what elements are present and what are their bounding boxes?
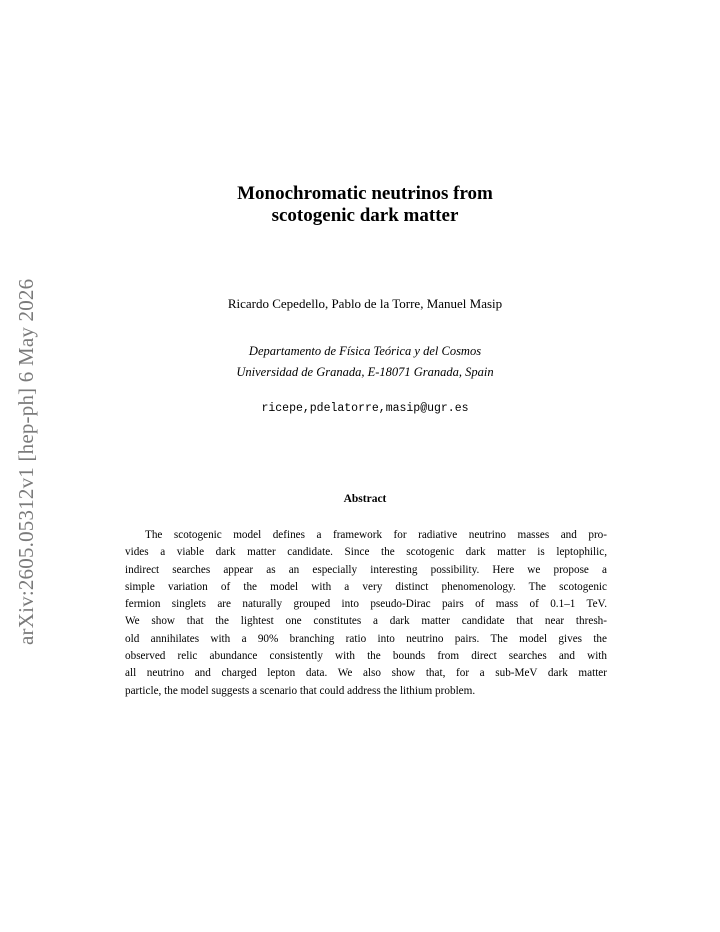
affiliation-line-2: Universidad de Granada, E-18071 Granada, Spain xyxy=(236,365,494,379)
abstract-line: all neutrino and charged lepton data. We also show that, for a sub-MeV dark matter xyxy=(125,667,607,680)
arxiv-identifier-stamp: arXiv:2605.05312v1 [hep-ph] 6 May 2026 xyxy=(14,278,38,645)
abstract-line: vides a viable dark matter candidate. Since the scotogenic dark matter is leptophilic, xyxy=(125,546,607,559)
abstract-line: simple variation of the model with a very distinct phenomenology. The scotogenic xyxy=(125,580,607,593)
affiliation-line-1: Departamento de Física Teórica y del Cosmos xyxy=(248,344,482,358)
abstract-line: old annihilates with a 90% branching ratio into neutrino pairs. The model gives the xyxy=(125,632,607,645)
abstract-line: fermion singlets are naturally grouped into pseudo-Dirac pairs of mass of 0.1–1 TeV. xyxy=(125,598,607,611)
title-line-1: Monochromatic neutrinos from xyxy=(237,183,493,204)
abstract-line: particle, the model suggests a scenario that could address the lithium problem. xyxy=(125,684,476,697)
title-line-2: scotogenic dark matter xyxy=(271,205,459,226)
affiliation xyxy=(0,341,720,383)
abstract-line: indirect searches appear as an especially interesting possibility. Here we propose a xyxy=(125,563,607,576)
abstract-line: observed relic abundance consistently with the bounds from direct searches and with xyxy=(125,650,607,663)
paper-title xyxy=(0,183,720,227)
abstract-heading: Abstract xyxy=(343,493,387,505)
abstract-line: We show that the lightest one constitutes a dark matter candidate that near thresh- xyxy=(125,615,607,628)
abstract-body xyxy=(125,527,607,700)
author-list: Ricardo Cepedello, Pablo de la Torre, Manuel Masip xyxy=(227,296,503,311)
abstract-line: The scotogenic model defines a framework for radiative neutrino masses and pro- xyxy=(145,529,607,541)
author-email: ricepe,pdelatorre,masip@ugr.es xyxy=(261,402,469,415)
